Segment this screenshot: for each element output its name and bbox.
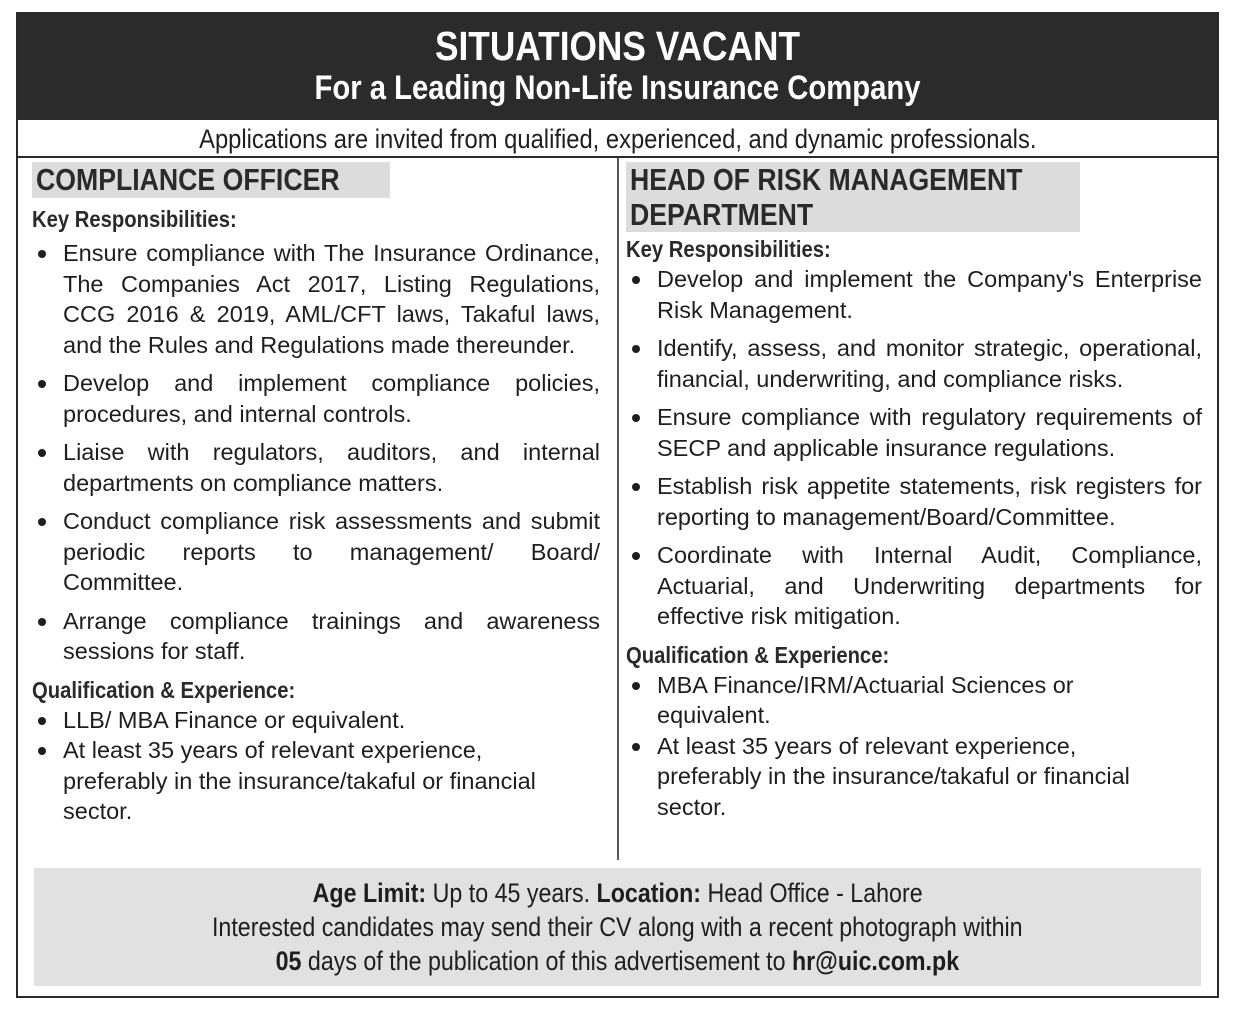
footer-line-3-text: days of the publication of this advertisement to [301,946,793,976]
footer-line-1 [34,876,1201,910]
job-head-of-risk-management [626,160,1202,822]
job-title: COMPLIANCE OFFICER [32,162,390,198]
list-item: Ensure compliance with regulatory requirements of SECP and applicable insurance regulations. [626,402,1202,463]
footer-line-3 [34,944,1201,978]
list-item: Identify, assess, and monitor strategic, operational, financial, underwriting, and compliance risks. [626,333,1202,394]
qualifications-list [626,670,1202,823]
age-limit-value: Up to 45 years. [426,878,597,908]
age-limit-label: Age Limit: [312,878,427,908]
responsibilities-list [626,264,1202,632]
location-value: Head Office - Lahore [700,878,923,908]
job-compliance-officer [32,160,600,827]
list-item: Coordinate with Internal Audit, Compliance, Actuarial, and Underwriting departments for effective risk mitigation. [626,540,1202,632]
list-item: At least 35 years of relevant experience, preferably in the insurance/takaful or financial sector. [32,735,600,827]
job-advertisement [16,12,1219,998]
list-item: Liaise with regulators, auditors, and internal departments on compliance matters. [32,437,600,498]
list-item: Establish risk appetite statements, risk registers for reporting to management/Board/Committee. [626,471,1202,532]
days-count: 05 [275,946,302,976]
ad-header [18,14,1217,118]
intro-line [18,118,1217,158]
intro-text: Applications are invited from qualified, experienced, and dynamic professionals. [198,124,1037,154]
qualification-heading: Qualification & Experience: [32,676,296,703]
job-title: HEAD OF RISK MANAGEMENT DEPARTMENT [626,162,1080,232]
list-item: At least 35 years of relevant experience, preferably in the insurance/takaful or financial sector. [626,731,1202,823]
list-item: Develop and implement the Company's Enterprise Risk Management. [626,264,1202,325]
ad-title: SITUATIONS VACANT [434,23,800,69]
application-info [34,868,1201,986]
contact-email[interactable]: hr@uic.com.pk [792,946,960,976]
column-divider [617,158,619,860]
list-item: Develop and implement compliance policies, procedures, and internal controls. [32,368,600,429]
list-item: Ensure compliance with The Insurance Ordinance, The Companies Act 2017, Listing Regulations, CCG 2016 & 2019, AML/CFT laws, Takaful laws, and the Rules and Regulations made thereunder. [32,238,600,360]
responsibilities-heading: Key Responsibilities: [626,236,831,262]
location-label: Location: [596,878,701,908]
list-item: LLB/ MBA Finance or equivalent. [32,705,600,736]
ad-subtitle: For a Leading Non-Life Insurance Company [314,69,921,107]
qualification-heading: Qualification & Experience: [626,641,890,668]
list-item: Conduct compliance risk assessments and submit periodic reports to management/ Board/ Committee. [32,506,600,598]
qualifications-list [32,705,600,827]
footer-line-2: Interested candidates may send their CV along with a recent photograph within [212,912,1023,942]
list-item: MBA Finance/IRM/Actuarial Sciences or equivalent. [626,670,1202,731]
list-item: Arrange compliance trainings and awareness sessions for staff. [32,606,600,667]
responsibilities-heading: Key Responsibilities: [32,206,237,232]
responsibilities-list [32,238,600,667]
